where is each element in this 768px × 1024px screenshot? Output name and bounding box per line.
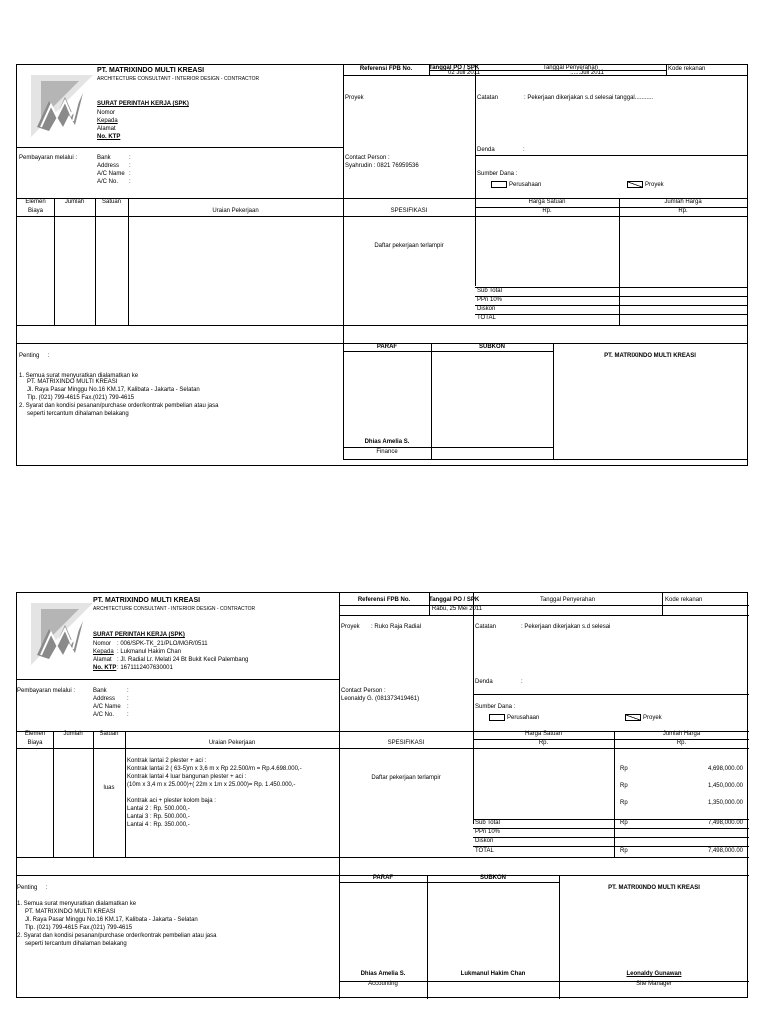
daftar-note: Daftar pekerjaan terlampir <box>374 243 444 249</box>
elemen-header: Elemen <box>24 731 46 737</box>
work-line: Kontrak lantai 2 ( 63-5)m x 3,6 m x Rp 22.500/m = Rp.4.698.000,- <box>127 766 302 772</box>
jumlah-harga-rp: Rp. <box>676 740 687 746</box>
address-label: Address <box>93 696 116 702</box>
address-value: : <box>127 696 129 702</box>
pembayaran-label: Pembayaran melalui : <box>19 155 78 161</box>
satuan-header: Satuan <box>99 731 119 737</box>
note-1-phone: Tlp. (021) 799-4615 Fax.(021) 799-4615 <box>25 925 133 931</box>
proyek-label: Proyek <box>341 624 360 630</box>
signer2-name: Lukmanul Hakim Chan <box>460 971 526 977</box>
work-line: Kontrak lantai 2 plester + aci : <box>127 758 207 764</box>
kepada-value: : Lukmanul Hakim Chan <box>117 649 182 655</box>
spk-title: SURAT PERINTAH KERJA (SPK) <box>97 101 189 107</box>
total-cur: Rp <box>620 848 628 854</box>
uraian-header: Uraian Pekerjaan <box>212 208 259 214</box>
jumlah-harga-rp: Rp. <box>678 208 688 214</box>
ac-name-value: : <box>127 704 129 710</box>
tanggal-serah-label: Tanggal Penyerahan <box>539 597 596 603</box>
nomor-value: : 006/SPK-TK_21/PLO/MGR/0511 <box>117 641 208 647</box>
proyek-checkbox: Proyek <box>627 181 664 189</box>
ref-fpb-label: Referensi FPB No. <box>359 66 413 72</box>
note-1-company: PT. MATRIXINDO MULTI KREASI <box>25 909 116 915</box>
catatan-value: : Pekerjaan dikerjakan s.d selesai tanggal........... <box>524 95 654 101</box>
signatory-heading: PT. MATRIXINDO MULTI KREASI <box>604 353 696 359</box>
company-name: PT. MATRIXINDO MULTI KREASI <box>93 597 201 604</box>
biaya-header: Biaya <box>27 208 43 214</box>
denda-colon: : <box>523 147 525 153</box>
sub-total-label: Sub Total <box>477 288 502 294</box>
amount-cur: Rp <box>620 766 628 772</box>
note-2: 2. Syarat dan kondisi pesanan/purchase order/kontrak pembelian atau jasa <box>19 403 219 409</box>
signer3-name: Leonaldy Gunawan <box>626 971 682 977</box>
ac-no-value: : <box>127 712 129 718</box>
no-ktp-label: No. KTP <box>93 665 117 671</box>
ac-no-value: : <box>129 179 131 185</box>
tanggal-po-value: Rabu, 25 Mei 2011 <box>431 606 483 612</box>
nomor-label: Nomor <box>97 110 116 116</box>
ppn-label: PPn 10% <box>475 829 501 835</box>
total-label: TOTAL <box>475 848 494 854</box>
tanggal-po-label: Tanggal PO / SPK <box>429 65 480 71</box>
harga-satuan-rp: Rp. <box>538 740 549 746</box>
company-logo-icon <box>31 75 93 137</box>
spk-form-filled <box>16 592 748 998</box>
bank-label: Bank <box>93 688 107 694</box>
company-logo-icon <box>31 603 93 665</box>
denda-label: Denda <box>475 679 493 685</box>
note-1: 1. Semua surat menyuratkan dialamatkan ke <box>17 901 137 907</box>
paraf-header: PARAF <box>372 875 394 881</box>
jumlah-header: Jumlah <box>64 199 85 205</box>
ac-no-label: A/C No. <box>97 179 119 185</box>
note-1-company: PT. MATRIXINDO MULTI KREASI <box>27 379 118 385</box>
proyek-checkbox: Proyek <box>625 714 662 722</box>
work-line: Lantai 2 : Rp. 500.000,- <box>127 806 190 812</box>
address-label: Address <box>97 163 120 169</box>
alamat-label: Alamat <box>97 126 116 132</box>
company-tagline: ARCHITECTURE CONSULTANT - INTERIOR DESIGN - CONTRACTOR <box>93 606 256 612</box>
uraian-header: Uraian Pekerjaan <box>208 740 256 746</box>
work-line: Kontrak aci + plester kolom baja : <box>127 798 216 804</box>
signer1-title: Finance <box>376 449 398 455</box>
work-line: Kontrak lantai 4 luar bangunan plester + aci : <box>127 774 247 780</box>
paraf-header: PARAF <box>376 344 398 350</box>
ac-name-label: A/C Name <box>93 704 121 710</box>
address-value: : <box>129 163 131 169</box>
perusahaan-checkbox: Perusahaan <box>491 181 541 189</box>
amount-cur: Rp <box>620 783 628 789</box>
penting-label: Penting : <box>17 885 48 891</box>
ac-name-label: A/C Name <box>97 171 125 177</box>
harga-satuan-header: Harga Satuan <box>524 731 563 737</box>
note-2-cont: seperti tercantum dihalaman belakang <box>27 411 129 417</box>
work-line: Lantai 4 : Rp. 350.000,- <box>127 822 190 828</box>
signer1-name: Dhias Amelia S. <box>360 971 406 977</box>
harga-satuan-header: Harga Satuan <box>528 199 566 205</box>
proyek-label: Proyek <box>345 95 364 101</box>
catatan-value: : Pekerjaan dikerjakan s.d selesai <box>521 624 611 630</box>
elemen-header: Elemen <box>25 199 46 205</box>
kepada-label: Kepada <box>93 649 114 655</box>
diskon-label: Diskon <box>477 306 496 312</box>
tanggal-serah-label: Tanggal Penyerahan <box>542 65 599 71</box>
kode-rekanan-label: Kode rekanan <box>668 66 706 72</box>
contact-label: Contact Person : <box>345 155 390 161</box>
pembayaran-label: Pembayaran melalui : <box>17 688 76 694</box>
note-1-address: Jl. Raya Pasar Minggu No.16 KM.17, Kalibata - Jakarta - Selatan <box>25 917 198 923</box>
sumber-dana-label: Sumber Dana : <box>475 704 516 710</box>
daftar-note: Daftar pekerjaan terlampir <box>371 775 441 781</box>
company-tagline: ARCHITECTURE CONSULTANT - INTERIOR DESIGN - CONTRACTOR <box>97 76 260 82</box>
amount-value: 1,350,000.00 <box>707 800 743 806</box>
signatory-heading: PT. MATRIXINDO MULTI KREASI <box>608 885 700 891</box>
contact-value: Syahrudin : 0821 76959536 <box>345 163 419 169</box>
work-line: Lantai 3 : Rp. 500.000,- <box>127 814 190 820</box>
subtotal-value: 7,498,000.00 <box>707 820 743 826</box>
satuan-value: luas <box>103 785 115 791</box>
ref-fpb-label: Referensi FPB No. <box>357 597 411 603</box>
tanggal-po-label: Tanggal PO / SPK <box>429 597 480 603</box>
sumber-dana-label: Sumber Dana : <box>477 171 518 177</box>
jumlah-harga-header: Jumlah Harga <box>664 199 702 205</box>
alamat-label: Alamat <box>93 657 112 663</box>
no-ktp-label: No. KTP <box>97 134 121 140</box>
ppn-label: PPn 10% <box>477 297 503 303</box>
signer1-title: Accounting <box>368 981 398 987</box>
subkon-header: SUBKON <box>479 875 506 881</box>
signer3-title: Site Manager <box>636 981 672 987</box>
subkon-header: SUBKON <box>478 344 505 350</box>
amount-value: 1,450,000.00 <box>707 783 743 789</box>
bank-value: : <box>129 155 131 161</box>
tanggal-serah-value: ......Juli 2011 <box>570 70 604 76</box>
total-value: 7,498,000.00 <box>707 848 743 854</box>
denda-colon: : <box>521 679 523 685</box>
signer1-name: Dhias Amelia S. <box>364 439 410 445</box>
contact-label: Contact Person : <box>341 688 386 694</box>
spesifikasi-header: SPESIFIKASI <box>390 208 428 214</box>
amount-value: 4,698,000.00 <box>707 766 743 772</box>
jumlah-header: Jumlah <box>63 731 83 737</box>
bank-label: Bank <box>97 155 111 161</box>
note-1-phone: Tlp. (021) 799-4615 Fax.(021) 799-4615 <box>27 395 135 401</box>
note-1: 1. Semua surat menyuratkan dialamatkan ke <box>19 373 139 379</box>
company-name: PT. MATRIXINDO MULTI KREASI <box>97 67 205 74</box>
catatan-label: Catatan <box>475 624 497 630</box>
jumlah-harga-header: Jumlah Harga <box>662 731 701 737</box>
sub-total-label: Sub Total <box>475 820 500 826</box>
diskon-label: Diskon <box>475 838 494 844</box>
tanggal-po-value: 02 Juli 2011 <box>448 70 480 76</box>
bank-value: : <box>127 688 129 694</box>
kepada-label: Kepada <box>97 118 118 124</box>
satuan-header: Satuan <box>101 199 122 205</box>
amount-cur: Rp <box>620 800 628 806</box>
penting-label: Penting : <box>19 353 50 359</box>
note-1-address: Jl. Raya Pasar Minggu No.16 KM.17, Kalibata - Jakarta - Selatan <box>27 387 200 393</box>
ac-no-label: A/C No. <box>93 712 115 718</box>
catatan-label: Catatan <box>477 95 499 101</box>
proyek-value: : Ruko Raja Radial <box>371 624 422 630</box>
perusahaan-checkbox: Perusahaan <box>489 714 539 722</box>
alamat-value: : Jl. Radial Lr. Melati 24 Bt Bukit Kecil Palembang <box>117 657 249 663</box>
contact-value: Leonaldy G. (081373419461) <box>341 696 420 702</box>
nomor-label: Nomor <box>93 641 112 647</box>
spk-form-blank <box>16 64 748 466</box>
spk-title: SURAT PERINTAH KERJA (SPK) <box>93 632 185 638</box>
subtotal-cur: Rp <box>620 820 628 826</box>
kode-rekanan-label: Kode rekanan <box>665 597 703 603</box>
denda-label: Denda <box>477 147 495 153</box>
harga-satuan-rp: Rp. <box>542 208 552 214</box>
no-ktp-value: : 1671112407630001 <box>117 665 173 671</box>
note-2-cont: seperti tercantum dihalaman belakang <box>25 941 127 947</box>
work-line: (10m x 3,4 m x 25.000)+( 22m x 1m x 25.000)= Rp. 1.450.000,- <box>127 782 296 788</box>
note-2: 2. Syarat dan kondisi pesanan/purchase order/kontrak pembelian atau jasa <box>17 933 217 939</box>
biaya-header: Biaya <box>27 740 43 746</box>
ac-name-value: : <box>129 171 131 177</box>
spesifikasi-header: SPESIFIKASI <box>387 740 425 746</box>
total-label: TOTAL <box>477 315 496 321</box>
